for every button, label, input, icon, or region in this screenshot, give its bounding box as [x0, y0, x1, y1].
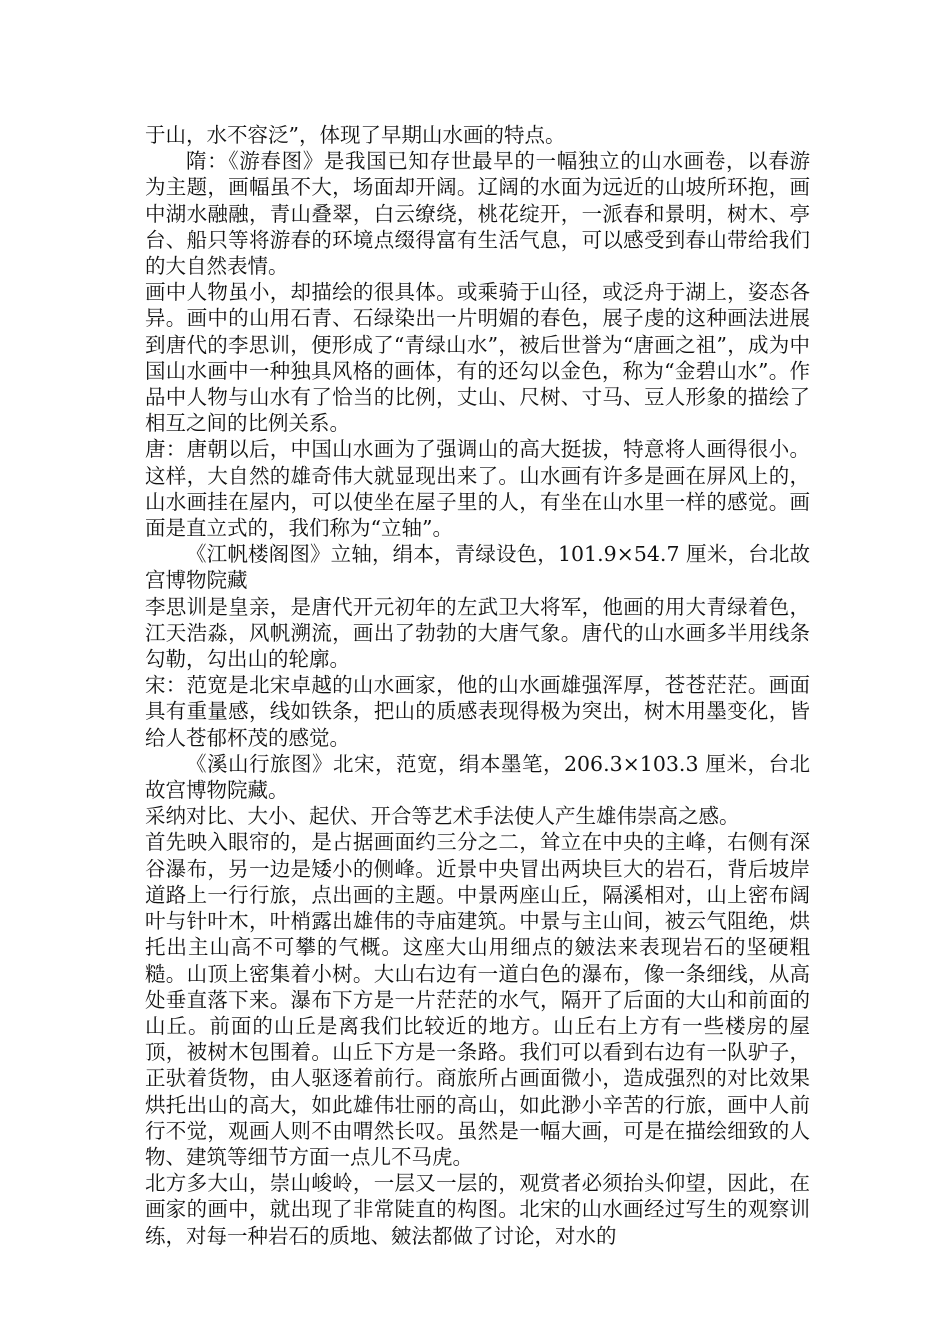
paragraph: 首先映入眼帘的，是占据画面约三分之二，耸立在中央的主峰，右侧有深谷瀑布，另一边是矮小的侧峰。近景中央冒出两块巨大的岩石，背后坡岸道路上一行行旅，点出画的主题。中景两座山丘，隔溪相对，山上密布阔叶与针叶木，叶梢露出雄伟的寺庙建筑。中景与主山间，被云气阻绝，烘托出主山高不可攀的气概。这座大山用细点的皴法来表现岩石的坚硬粗糙。山顶上密集着小树。大山右边有一道白色的瀑布，像一条细线，从高处垂直落下来。瀑布下方是一片茫茫的水气，隔开了后面的大山和前面的山丘。前面的山丘是离我们比较近的地方。山丘右上方有一些楼房的屋顶，被树木包围着。山丘下方是一条路。我们可以看到右边有一队驴子，正驮着货物，由人驱逐着前行。商旅所占画面微小，造成强烈的对比效果烘托出山的高大，如此雄伟壮丽的高山，如此渺小辛苦的行旅，画中人前行不觉，观画人则不由喟然长叹。虽然是一幅大画，可是在描绘细致的人物、建筑等细节方面一点儿不马虎。: [145, 830, 810, 1169]
paragraph: 《溪山行旅图》北宋，范宽，绢本墨笔，206.3×103.3 厘米，台北故宫博物院藏。: [145, 751, 810, 803]
paragraph: 隋：《游春图》是我国已知存世最早的一幅独立的山水画卷，以春游为主题，画幅虽不大，场面却开阔。辽阔的水面为远近的山坡所环抱，画中湖水融融，青山叠翠，白云缭绕，桃花绽开，一派春和景明，树木、亭台、船只等将游春的环境点缀得富有生活气息，可以感受到春山带给我们的大自然表情。: [145, 149, 810, 279]
paragraph: 《江帆楼阁图》立轴，绢本，青绿设色，101.9×54.7 厘米，台北故宫博物院藏: [145, 542, 810, 593]
paragraph: 北方多大山，崇山峻岭，一层又一层的，观赏者必须抬头仰望，因此，在画家的画中，就出现了非常陡直的构图。北宋的山水画经过写生的观察训练，对每一种岩石的质地、皴法都做了讨论，对水的: [145, 1171, 810, 1248]
paragraph: 画中人物虽小，却描绘的很具体。或乘骑于山径，或泛舟于湖上，姿态各异。画中的山用石青、石绿染出一片明媚的春色，展子虔的这种画法进展到唐代的李思训，便形成了“青绿山水”，被后世誉为“唐画之祖”，成为中国山水画中一种独具风格的画体，有的还勾以金色，称为“金碧山水”。作品中人物与山水有了恰当的比例，丈山、尺树、寸马、豆人形象的描绘了相互之间的比例关系。: [145, 280, 810, 436]
document-body: [145, 122, 810, 1249]
paragraph: 唐：唐朝以后，中国山水画为了强调山的高大挺拔，特意将人画得很小。这样，大自然的雄奇伟大就显现出来了。山水画有许多是画在屏风上的，山水画挂在屋内，可以使坐在屋子里的人，有坐在山水里一样的感觉。画面是直立式的，我们称为“立轴”。: [145, 437, 810, 541]
paragraph: 采纳对比、大小、起伏、开合等艺术手法使人产生雄伟崇高之感。: [145, 804, 740, 829]
paragraph: 于山，水不容泛”，体现了早期山水画的特点。: [145, 123, 566, 147]
paragraph: 李思训是皇亲，是唐代开元初年的左武卫大将军，他画的用大青绿着色，江天浩淼，风帆溯流，画出了勃勃的大唐气象。唐代的山水画多半用线条勾勒，勾出山的轮廓。: [145, 594, 810, 672]
paragraph: 宋：范宽是北宋卓越的山水画家，他的山水画雄强浑厚，苍苍茫茫。画面具有重量感，线如铁条，把山的质感表现得极为突出，树木用墨变化，皆给人苍郁杯茂的感觉。: [145, 673, 810, 750]
